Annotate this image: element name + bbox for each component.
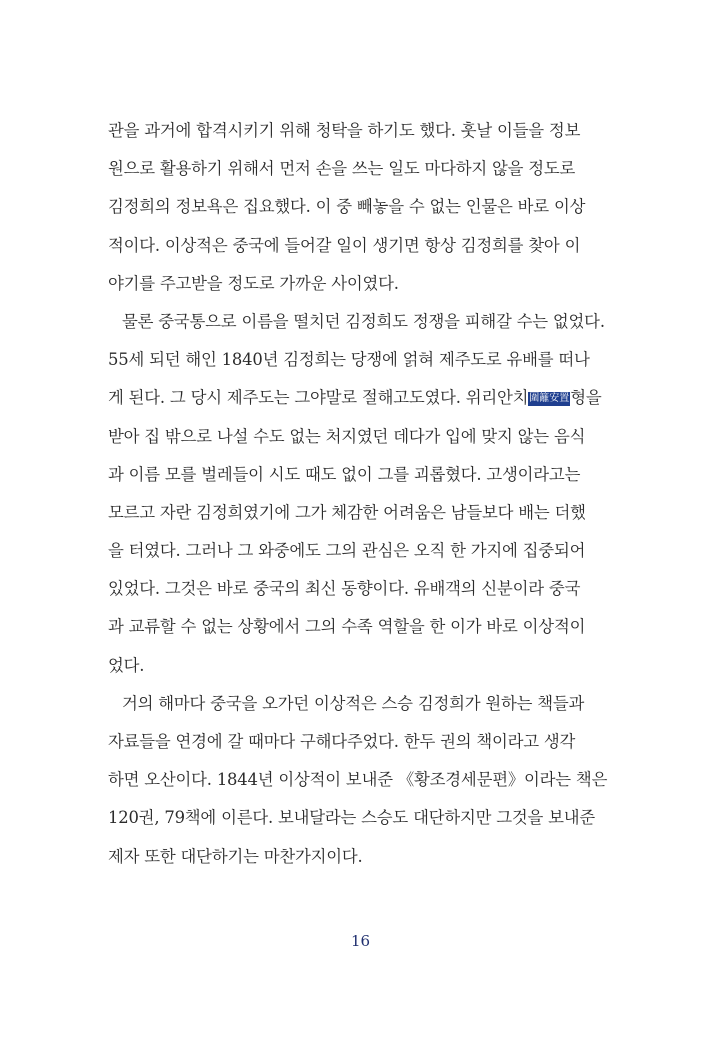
text-line: 자료들을 연경에 갈 때마다 구해다주었다. 한두 권의 책이라고 생각 [108,732,576,751]
text-line: 적이다. 이상적은 중국에 들어갈 일이 생기면 항상 김정희를 찾아 이 [108,235,581,255]
text-line: 있었다. 그것은 바로 중국의 최신 동향이다. 유배객의 신분이라 중국 [108,579,581,599]
text-line: 과 교류할 수 없는 상황에서 그의 수족 역할을 한 이가 바로 이상적이 [108,617,586,637]
text-line: 었다. [108,655,145,675]
text-line: 관을 과거에 합격시키기 위해 청탁을 하기도 했다. 훗날 이들을 정보 [108,121,581,140]
line-text-before: 게 된다. 그 당시 제주도는 그야말로 절해고도였다. 위리안치 [108,388,529,408]
page-number: 16 [350,932,371,950]
text-line: 을 터였다. 그러나 그 와중에도 그의 관심은 오직 한 가지에 집중되어 [108,541,586,561]
text-line: 야기를 주고받을 정도로 가까운 사이였다. [108,273,399,293]
text-line: 김정희의 정보욕은 집요했다. 이 중 빼놓을 수 없는 인물은 바로 이상 [108,197,586,217]
text-line: 55세 되던 해인 1840년 김정희는 당쟁에 얽혀 제주도로 유배를 떠나 [108,350,590,370]
text-line: 모르고 자란 김정희였기에 그가 체감한 어려움은 남들보다 배는 더했 [108,502,586,522]
text-line: 과 이름 모를 벌레들이 시도 때도 없이 그를 괴롭혔다. 고생이라고는 [108,464,581,484]
text-line: 원으로 활용하기 위해서 먼저 손을 쓰는 일도 마다하지 않을 정도로 [108,159,576,179]
hanja-annotation: 圍籬安置 [529,393,570,405]
text-line: 제자 또한 대단하기는 마찬가지이다. [108,846,363,866]
paragraph-start-line: 물론 중국통으로 이름을 떨치던 김정희도 정쟁을 피해갈 수는 없었다. [122,311,605,331]
text-line: 120권, 79책에 이른다. 보내달라는 스승도 대단하지만 그것을 보내준 [108,808,596,828]
line-text-after: 형을 [570,388,602,408]
text-line-with-hanja [108,379,628,417]
text-line: 받아 집 밖으로 나설 수도 없는 처지였던 데다가 입에 맞지 않는 음식 [108,426,586,446]
body-text [108,112,628,876]
paragraph-start-line: 거의 해마다 중국을 오가던 이상적은 스승 김정희가 원하는 책들과 [122,693,585,713]
text-line: 하면 오산이다. 1844년 이상적이 보내준 《황조경세문편》이라는 책은 [108,770,608,790]
